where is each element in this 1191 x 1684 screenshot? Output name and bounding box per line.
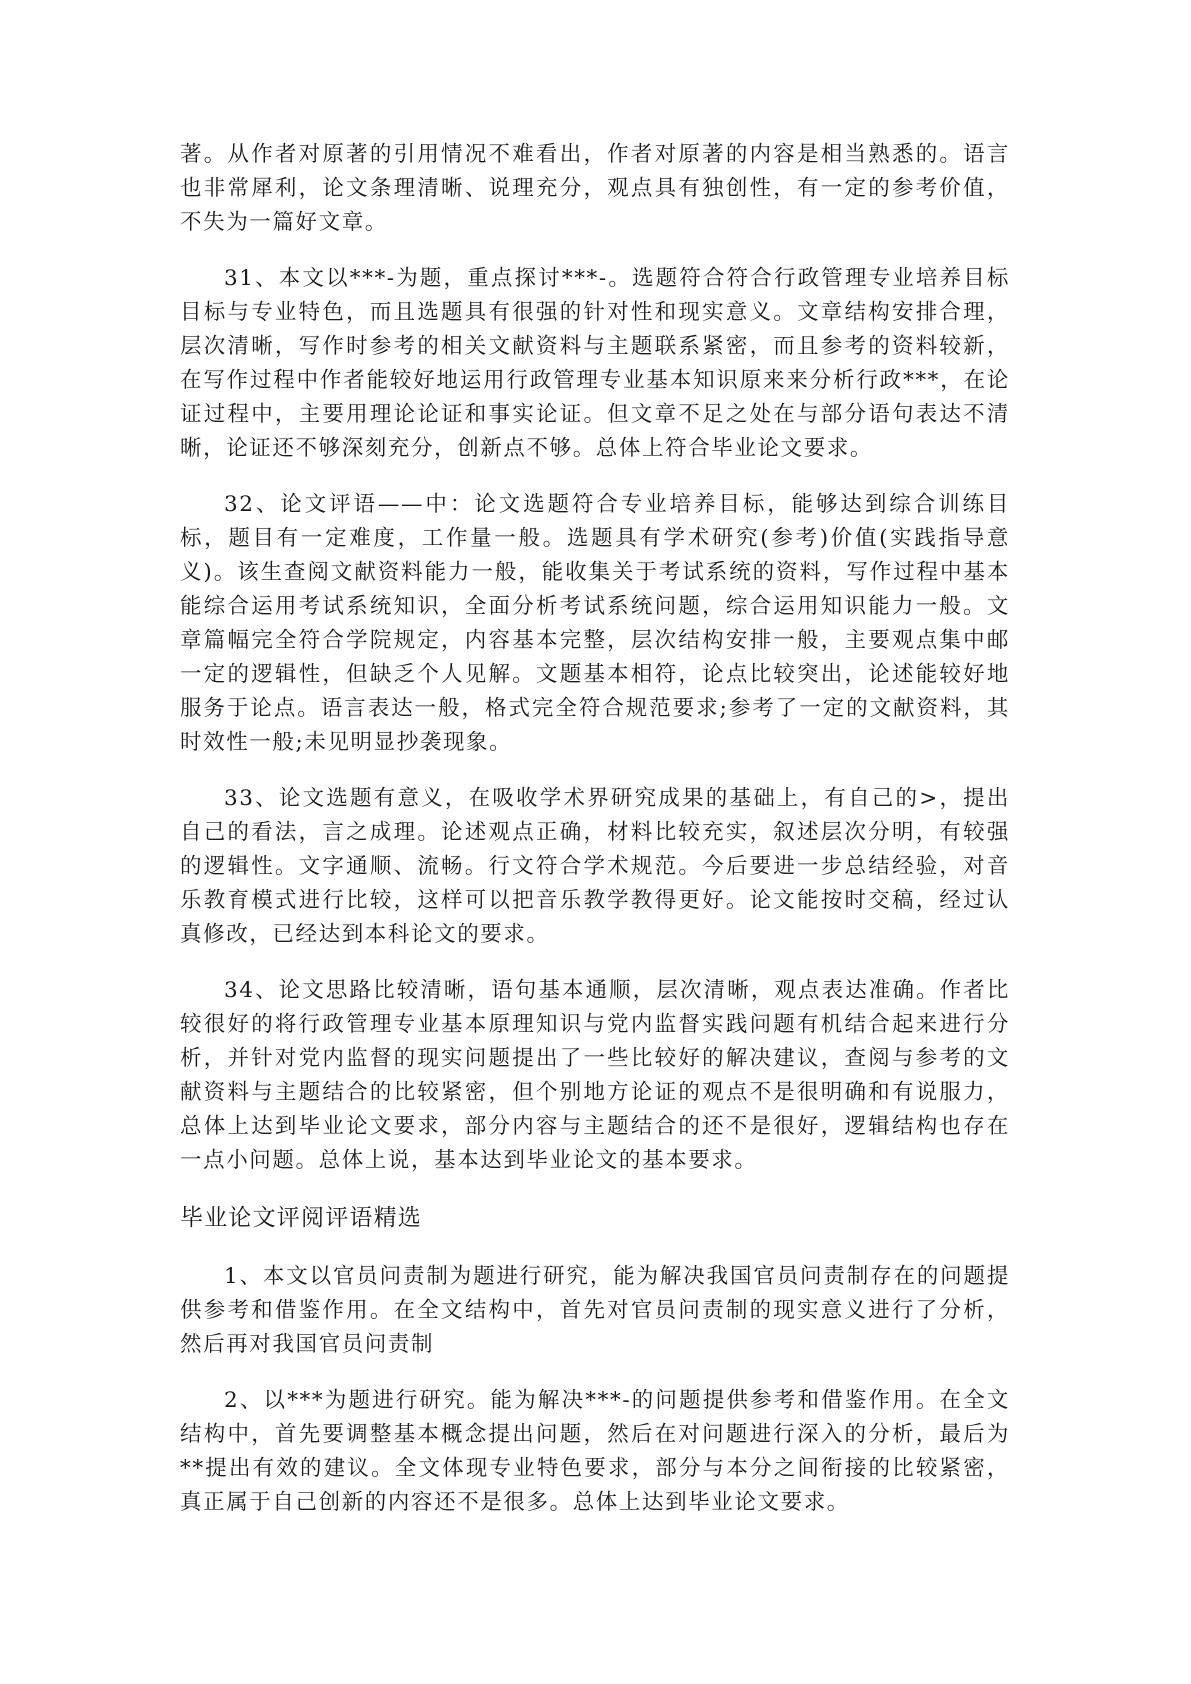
- paragraph-31: 31、本文以***-为题，重点探讨***-。选题符合符合行政管理专业培养目标目标与专业特色，而且选题具有很强的针对性和现实意义。文章结构安排合理，层次清晰，写作时参考的相关文献资料与主题联系紧密，而且参考的资料较新，在写作过程中作者能较好地运用行政管理专业基本知识原来来分析行政***，在论证过程中，主要用理论论证和事实论证。但文章不足之处在与部分语句表达不清晰，论证还不够深刻充分，创新点不够。总体上符合毕业论文要求。: [180, 266, 1010, 461]
- paragraph-continuation: 著。从作者对原著的引用情况不难看出，作者对原著的内容是相当熟悉的。语言也非常犀利，论文条理清晰、说理充分，观点具有独创性，有一定的参考价值，不失为一篇好文章。: [180, 142, 1010, 235]
- paragraph-2: 2、以***为题进行研究。能为解决***-的问题提供参考和借鉴作用。在全文结构中，首先要调整基本概念提出问题，然后在对问题进行深入的分析，最后为**提出有效的建议。全文体现专业特色要求，部分与本分之间衔接的比较紧密，真正属于自己创新的内容还不是很多。总体上达到毕业论文要求。: [180, 1388, 1010, 1515]
- paragraph-33: 33、论文选题有意义，在吸收学术界研究成果的基础上，有自己的>，提出自己的看法，言之成理。论述观点正确，材料比较充实，叙述层次分明，有较强的逻辑性。文字通顺、流畅。行文符合学术规范。今后要进一步总结经验，对音乐教育模式进行比较，这样可以把音乐教学教得更好。论文能按时交稿，经过认真修改，已经达到本科论文的要求。: [180, 786, 1010, 947]
- section-heading: 毕业论文评阅评语精选: [180, 1205, 422, 1231]
- paragraph-34: 34、论文思路比较清晰，语句基本通顺，层次清晰，观点表达准确。作者比较很好的将行政管理专业基本原理知识与党内监督实践问题有机结合起来进行分析，并针对党内监督的现实问题提出了一些比较好的解决建议，查阅与参考的文献资料与主题结合的比较紧密，但个别地方论证的观点不是很明确和有说服力，总体上达到毕业论文要求，部分内容与主题结合的还不是很好，逻辑结构也存在一点小问题。总体上说，基本达到毕业论文的基本要求。: [180, 978, 1010, 1173]
- paragraph-32: 32、论文评语——中：论文选题符合专业培养目标，能够达到综合训练目标，题目有一定难度，工作量一般。选题具有学术研究(参考)价值(实践指导意义)。该生查阅文献资料能力一般，能收集关于考试系统的资料，写作过程中基本能综合运用考试系统知识，全面分析考试系统问题，综合运用知识能力一般。文章篇幅完全符合学院规定，内容基本完整，层次结构安排一般，主要观点集中邮一定的逻辑性，但缺乏个人见解。文题基本相符，论点比较突出，论述能较好地服务于论点。语言表达一般，格式完全符合规范要求;参考了一定的文献资料，其时效性一般;未见明显抄袭现象。: [180, 492, 1010, 755]
- document-body: [180, 138, 1010, 1542]
- paragraph-1: 1、本文以官员问责制为题进行研究，能为解决我国官员问责制存在的问题提供参考和借鉴作用。在全文结构中，首先对官员问责制的现实意义进行了分析，然后再对我国官员问责制: [180, 1264, 1010, 1357]
